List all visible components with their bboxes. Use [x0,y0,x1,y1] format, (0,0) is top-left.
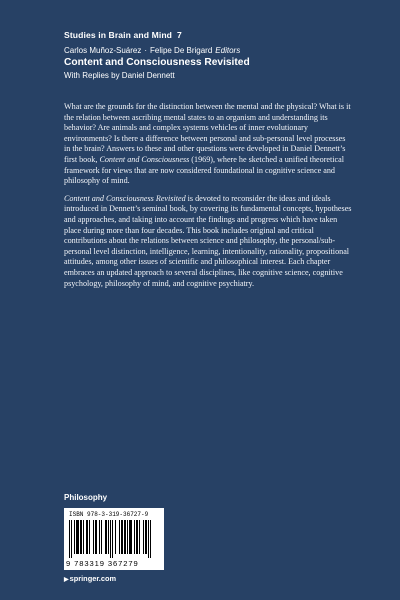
barcode-bar [74,520,75,554]
editor-name: Felipe De Brigard [150,46,213,55]
barcode-bar [119,520,120,554]
barcode-number: 9 783319 367279 [66,559,139,568]
barcode-bar [143,520,144,554]
blurb-text: What are the grounds for the distinction between the mental and the physical? What is it the relation between ascribing mental states to an organism and understanding its behavior? Are animals and complex systems vehicles of inner evolutionary environments? Is there a difference between personal and sub-personal level processes in the brain? Answers to these and other questions were developed in Daniel Dennett’s first book, [64,102,351,164]
book-reference: Content and Consciousness Revisited [64,193,186,203]
barcode-bar [89,520,90,554]
arrow-right-icon: ▶ [64,577,69,583]
book-title: Content and Consciousness Revisited [64,57,250,68]
blurb-paragraph [64,194,353,289]
barcode-bar [80,520,82,554]
barcode-bar [112,520,113,558]
blurb-paragraph [64,102,353,187]
editors-role: Editors [215,46,241,55]
barcode-bar [127,520,128,554]
barcode-bar [115,520,116,554]
barcode-bar [93,520,94,554]
editor-name: Carlos Muñoz-Suárez [64,46,142,55]
barcode-bar [83,520,84,554]
editors-line [64,46,240,55]
series-volume: 7 [177,30,182,40]
isbn-label: ISBN 978-3-319-36727-9 [69,511,149,518]
barcode-bar [69,520,70,558]
publisher-url[interactable] [64,574,116,583]
barcode-bar [76,520,79,554]
barcode-bar [148,520,149,558]
barcode-bar [134,520,135,554]
barcode-bar [145,520,147,554]
barcode-bar [124,520,126,554]
barcode-bar [139,520,140,554]
barcode-bar [108,520,109,554]
barcode-bar [99,520,100,554]
blurb-text: is devoted to reconsider the ideas and ideals introduced in Dennett’s seminal book, by covering its fundamental concepts, hypotheses and approaches, and taking into account the findings and progress which have taken place during more than four decades. This book includes original and critical contributions about the relations between science and philosophy, the personal/sub-personal level distinction, intelligence, learning, intentionality, rationality, propositional attitudes, among other issues of scientific and philosophical interest. Each chapter embraces an updated approach to several disciplines, like cognitive science, cognitive psychology, philosophy of mind, and cognitive psychiatry. [64,193,352,288]
barcode-bar [150,520,151,558]
subject-category: Philosophy [64,493,108,502]
barcode-bars [69,520,159,558]
publisher-text: springer.com [69,574,117,583]
barcode-bar [129,520,132,554]
barcode-bar [101,520,102,554]
book-reference: Content and Consciousness [99,154,190,164]
series-name: Studies in Brain and Mind [64,30,173,40]
barcode-bar [110,520,111,558]
barcode-bar [95,520,97,554]
barcode-bar [105,520,107,554]
series-line [64,30,182,40]
barcode [64,508,164,570]
barcode-bar [86,520,88,554]
barcode-bar [121,520,123,554]
barcode-bar [71,520,72,558]
barcode-bar [136,520,138,554]
book-subtitle: With Replies by Daniel Dennett [64,71,175,80]
editor-separator: · [144,46,148,55]
blurb-text: (1969), where he sketched a unified theoretical framework for views that are now considered foundational in cognitive science and philosophy of mind. [64,154,345,186]
blurb [64,102,353,296]
